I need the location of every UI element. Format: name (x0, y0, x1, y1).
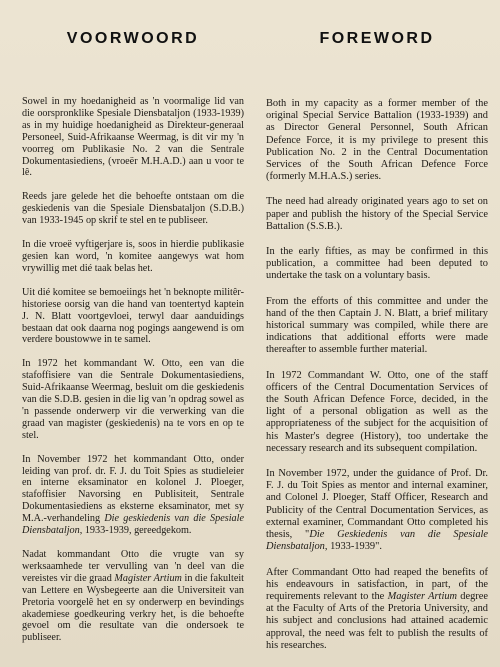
paragraph: Both in my capacity as a former member of the original Special Service Battalion (1933-1939) and as Director General Personnel, South African Defence Force, it is my privilege to present this Publication No. 2 in the Central Documentation Services of the South African Defence Force (formerly M.H.A.S.) series. (266, 98, 488, 183)
paragraph-text: degree at the Faculty of Arts of the Pretoria University, and his subject and conclusions had attained academic approval, the need was felt to publish the results of his researches. (266, 590, 488, 651)
heading-foreword: FOREWORD (319, 30, 435, 47)
paragraph-text: , 1933-1939, gereedgekom. (79, 525, 192, 537)
heading-voorwoord: VOORWOORD (66, 30, 200, 47)
english-column (266, 0, 488, 667)
paragraph: Uit dié komitee se bemoeiings het 'n beknopte militêr-historiese oorsig van die hand van toentertyd kaptein J. N. Blatt voortgevloei, terwyl daar aanduidings bestaan dat ook daarna nog pogings aangewend is om verdere boustowwe in te samel. (22, 286, 244, 346)
thesis-title: Die Geskiedenis van die Spesiale Diensbataljon (266, 529, 489, 553)
thesis-title: Die geskiedenis van die Spesiale Diensbataljon (22, 513, 244, 537)
english-body (266, 98, 488, 652)
paragraph (266, 468, 488, 553)
paragraph: The need had already originated years ago to set on paper and publish the history of the Special Service Battalion (S.S.B.). (266, 196, 488, 232)
paragraph (266, 567, 488, 652)
paragraph-text: , 1933-1939". (324, 541, 382, 553)
afrikaans-body (22, 96, 244, 644)
paragraph: Sowel in my hoedanigheid as 'n voormalige lid van die oorspronklike Spesiale Diensbataljon (1933-1939) as in my huidige hoedanigheid as Direkteur-generaal Personeel, Suid-Afrikaanse Weermag, is dit vir my 'n voorreg om Publikasie No. 2 van die Sentrale Dokumentasiediens, (vroeër M.H.A.D.) aan u voor te lê. (22, 96, 244, 179)
paragraph-text: Nadat kommandant Otto die vrugte van sy werksaamhede ter vervulling van 'n deel van die vereistes vir die graad (22, 549, 244, 584)
degree-title: Magister Artium (387, 590, 458, 602)
paragraph: In the early fifties, as may be confirmed in this publication, a committee had been deputed to undertake the task on a voluntary basis. (266, 246, 488, 282)
paragraph: From the efforts of this committee and under the hand of the then Captain J. N. Blatt, a brief military historical summary was compiled, while there are indications that additional efforts were made thereafter to assemble further material. (266, 295, 488, 356)
paragraph-text: After Commandant Otto had reaped the benefits of his endeavours in satisfaction, in part, of the requirements relevant to the (266, 566, 488, 602)
paragraph-text: In November 1972, under the guidance of Prof. Dr. F. J. du Toit Spies as mentor and internal examiner, and Colonel J. Ploeger, Staff Officer, Research and Publicity of the Central Documentation Services, as external examiner, Commandant Otto completed his thesis, " (266, 468, 488, 541)
paragraph-text: in die fakulteit van Lettere en Wysbegeerte aan die Universiteit van Pretoria voorgelê het en sy onderwerp en bevindings akademiese goedkeuring verkry het, is die behoefte gevoel om die resultate van die ondersoek te publiseer. (22, 572, 244, 644)
paragraph (22, 549, 244, 644)
afrikaans-column (22, 0, 244, 667)
paragraph: In 1972 Commandant W. Otto, one of the staff officers of the Central Documentation Services of the South African Defence Force, decided, in the light of a personal obligation as well as the appropriateness of the subject for the acquisition of his Master's degree (History), too undertake the necessary research and its subsequent compilation. (266, 369, 488, 454)
paragraph: In die vroeë vyftigerjare is, soos in hierdie publikasie gesien kan word, 'n komitee aangewys wat hom vrywillig met dié taak belas het. (22, 239, 244, 274)
paragraph-text: In November 1972 het kommandant Otto, onder leiding van prof. dr. F. J. du Toit Spies as studieleier en interne eksaminator en kolonel J. Ploeger, stafoffisier Navorsing en Publisiteit, Sentrale Dokumentasiediens as eksterne eksaminator, met sy M.A.-verhandeling (22, 453, 244, 525)
paragraph: In 1972 het kommandant W. Otto, een van die stafoffisiere van die Sentrale Dokumentasiediens, Suid-Afrikaanse Weermag, besluit om die geskiedenis van die S.D.B. gesien in die lig van 'n opdrag sowel as 'n passende onderwerp vir die verwerking van die graad van magister (geskiedenis) na te vors en op te stel. (22, 358, 244, 441)
paragraph: Reeds jare gelede het die behoefte ontstaan om die geskiedenis van die Spesiale Diensbataljon (S.D.B.) van 1933-1945 op skrif te stel en te publiseer. (22, 191, 244, 227)
degree-title: Magister Artium (114, 572, 182, 584)
paragraph (22, 454, 244, 537)
